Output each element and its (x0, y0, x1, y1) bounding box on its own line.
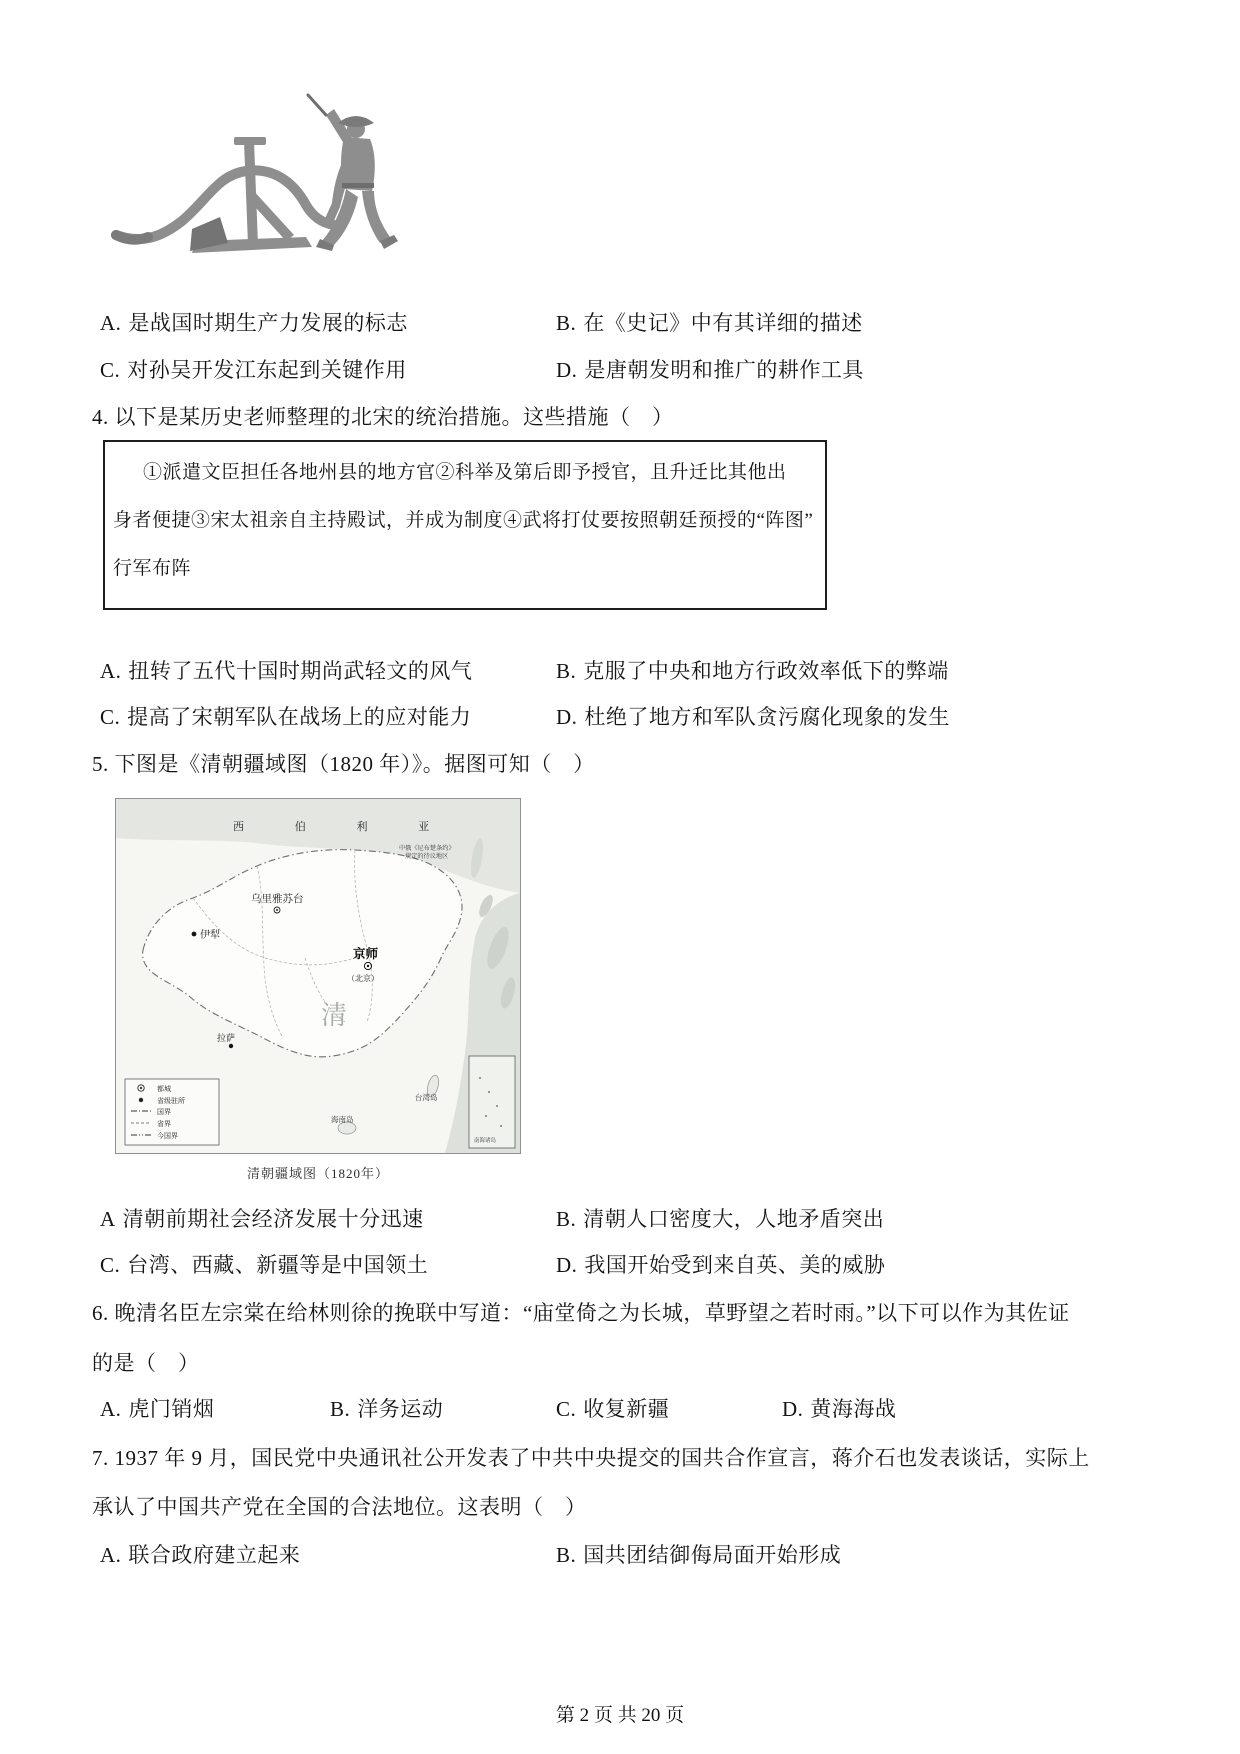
option-label: A. (100, 1397, 122, 1421)
legend-item-modern-border: 今国界 (157, 1132, 178, 1140)
option-text: 收复新疆 (583, 1397, 670, 1421)
legend-item-national-border: 国界 (157, 1108, 171, 1116)
box-line-1: ①派遣文臣担任各地州县的地方官②科举及第后即予授官，且升迁比其他出 (143, 462, 787, 483)
farmer-figure (308, 95, 398, 251)
option-text: 国共团结御侮局面开始形成 (583, 1543, 842, 1567)
legend-provincial-symbol (139, 1098, 143, 1102)
box-line-3: 行军布阵 (113, 558, 192, 579)
q3-option-a (100, 310, 408, 336)
map-label-hainan: 海南岛 (331, 1115, 354, 1124)
option-label: D. (782, 1397, 804, 1421)
inset-box (469, 1056, 515, 1148)
legend-item-province-border: 省界 (157, 1120, 171, 1128)
q3-option-d (556, 357, 864, 383)
q5-option-c (100, 1252, 428, 1278)
map-legend (125, 1079, 219, 1145)
q6-stem-line1: 6. 晚清名臣左宗棠在给林则徐的挽联中写道：“庙堂倚之为长城，草野望之若时雨。”以下可以作为其佐证 (92, 1301, 1070, 1325)
q6-option-c (556, 1396, 669, 1422)
option-text: 黄海海战 (810, 1397, 897, 1421)
plow-post-top (234, 137, 266, 145)
option-text: 虎门销烟 (128, 1397, 215, 1421)
option-label: B. (330, 1397, 351, 1421)
map-label-jingshi: 京师 (353, 947, 379, 961)
q7-option-b (556, 1542, 841, 1568)
q7-stem-line2: 承认了中国共产党在全国的合法地位。这表明（ ） (92, 1495, 587, 1519)
q4-option-d (556, 704, 950, 730)
q3-option-b (556, 310, 863, 336)
option-text: 我国开始受到来自英、美的威胁 (584, 1253, 886, 1277)
option-text: 台湾、西藏、新疆等是中国领土 (127, 1253, 429, 1277)
option-label: D. (556, 705, 578, 729)
q7-option-a (100, 1542, 300, 1568)
q5-option-b (556, 1206, 884, 1232)
yili-marker (192, 932, 197, 937)
option-label: B. (556, 1543, 577, 1567)
option-label: A. (100, 311, 122, 335)
legend-item-capital: 都城 (157, 1085, 171, 1093)
map-label-annotation-2: 规定的待议地区 (405, 853, 449, 860)
q3-option-c (100, 357, 407, 383)
map-label-beijing: （北京） (347, 974, 379, 983)
map-label-qing: 清 (321, 1001, 348, 1030)
option-label: C. (100, 1253, 121, 1277)
q6-stem-line2: 的是（ ） (92, 1351, 200, 1375)
nanhai-inset (469, 1056, 515, 1148)
inset-island-dot (500, 1125, 502, 1127)
option-label: D. (556, 1253, 578, 1277)
map-label-lasa: 拉萨 (217, 1033, 236, 1043)
map-caption: 清朝疆域图（1820年） (246, 1166, 389, 1181)
option-text: 对孙吴开发江东起到关键作用 (127, 358, 407, 382)
inset-island-dot (488, 1091, 490, 1093)
q7-stem-line1: 7. 1937 年 9 月，国民党中央通讯社公开发表了中共中央提交的国共合作宣言，蒋介石也发表谈话，实际上 (92, 1446, 1090, 1470)
option-label: C. (100, 358, 121, 382)
q6-option-d (782, 1396, 896, 1422)
lasa-marker (229, 1044, 233, 1048)
q5-option-d (556, 1252, 885, 1278)
option-text: 扭转了五代十国时期尚武轻文的风气 (128, 659, 473, 683)
plow-farmer-drawing (108, 85, 420, 263)
option-label: A. (100, 1543, 122, 1567)
q5-option-a (100, 1206, 424, 1232)
uliasutai-marker-dot (276, 909, 278, 911)
option-label: C. (556, 1397, 577, 1421)
jingshi-marker-dot (367, 965, 369, 967)
q5-stem: 5. 下图是《清朝疆域图（1820 年）》。据图可知（ ） (92, 752, 595, 776)
option-text: 清朝前期社会经济发展十分迅速 (122, 1207, 424, 1231)
option-text: 提高了宋朝军队在战场上的应对能力 (127, 705, 472, 729)
inset-island-dot (485, 1115, 487, 1117)
page-footer: 第 2 页 共 20 页 (555, 1705, 685, 1726)
option-text: 联合政府建立起来 (128, 1543, 301, 1567)
option-label: A (100, 1207, 116, 1231)
qing-territory-map (115, 798, 521, 1154)
option-label: B. (556, 311, 577, 335)
option-text: 杜绝了地方和军队贪污腐化现象的发生 (584, 705, 950, 729)
q4-option-a (100, 658, 472, 684)
inset-island-dot (479, 1077, 481, 1079)
map-label-taiwan: 台湾岛 (415, 1093, 438, 1102)
option-label: A. (100, 659, 122, 683)
qing-map-drawing (115, 798, 521, 1154)
option-text: 在《史记》中有其详细的描述 (583, 311, 863, 335)
q4-stem: 4. 以下是某历史老师整理的北宋的统治措施。这些措施（ ） (92, 405, 674, 429)
legend-item-provincial: 省级驻所 (157, 1097, 185, 1105)
map-label-uliasutai: 乌里雅苏台 (251, 894, 304, 905)
option-text: 是战国时期生产力发展的标志 (128, 311, 408, 335)
farmer-whip (308, 95, 326, 115)
map-label-siberia: 西 伯 利 亚 (233, 821, 454, 833)
option-text: 清朝人口密度大，人地矛盾突出 (583, 1207, 885, 1231)
option-label: D. (556, 358, 578, 382)
q4-measures-box (103, 440, 827, 610)
option-text: 是唐朝发明和推广的耕作工具 (584, 358, 864, 382)
box-line-2: 身者便捷③宋太祖亲自主持殿试，并成为制度④武将打仗要按照朝廷预授的“阵图” (113, 510, 814, 531)
legend-capital-symbol-dot (140, 1087, 142, 1089)
plow-beam (116, 170, 334, 239)
q6-option-a (100, 1396, 214, 1422)
option-label: B. (556, 1207, 577, 1231)
map-label-annotation-1: 中俄《尼布楚条约》 (399, 845, 455, 852)
inset-island-dot (496, 1105, 498, 1107)
map-label-yili: 伊犁 (200, 930, 220, 941)
q6-option-b (330, 1396, 443, 1422)
option-text: 洋务运动 (357, 1397, 444, 1421)
inset-label-nanhai: 南海诸岛 (474, 1138, 497, 1144)
option-label: C. (100, 705, 121, 729)
farmer-belt (342, 183, 374, 188)
q4-option-b (556, 658, 949, 684)
option-text: 克服了中央和地方行政效率低下的弊端 (583, 659, 949, 683)
plow-beam-tip (116, 235, 148, 240)
plow-illustration (108, 85, 420, 263)
option-label: B. (556, 659, 577, 683)
farmer-front-leg (362, 191, 390, 243)
q4-option-c (100, 704, 471, 730)
